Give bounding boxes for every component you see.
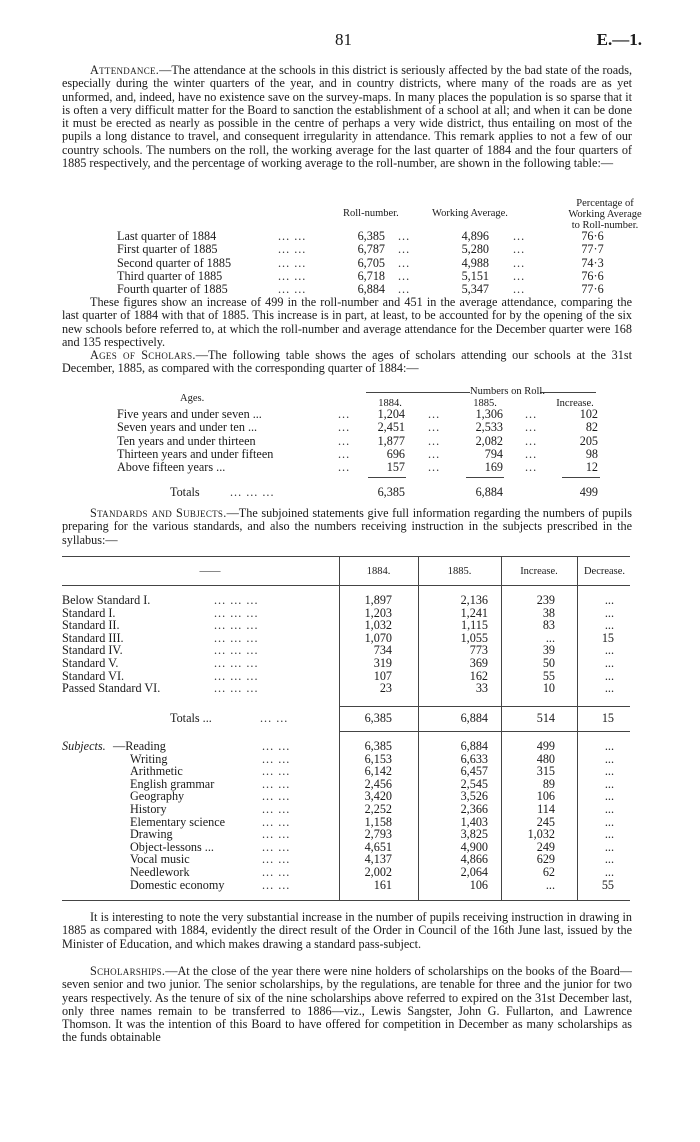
t3-cell-1885: 6,884 <box>460 739 488 753</box>
t3-cell-1884: 1,070 <box>364 630 392 645</box>
t3-row-label: Standard IV. <box>62 643 123 658</box>
t3-subject-dots: ... ... <box>262 865 291 879</box>
t3-cell-increase: 629 <box>536 852 555 867</box>
t2-row-1885: 2,533 <box>475 420 503 435</box>
t3-cell-1885: 1,241 <box>460 605 488 620</box>
document-reference: E.—1. <box>596 30 642 49</box>
t3-subject-label: —Reading <box>113 739 166 753</box>
t3-cell-increase: 106 <box>536 789 555 804</box>
t1-row-dots: ... ... <box>278 229 307 243</box>
t3-cell-increase: 55 <box>542 668 555 683</box>
t2-row-dots3: ... <box>525 433 538 448</box>
t2-row-increase: 205 <box>579 433 598 448</box>
t3-cell-1885: 2,366 <box>460 802 488 816</box>
t1-row-label: Second quarter of 1885 <box>117 255 232 270</box>
t3-cell-1885: 3,825 <box>460 827 488 842</box>
t1-header-pct-3: to Roll-number. <box>571 220 639 231</box>
t3-subject-dots: ... ... <box>262 802 291 816</box>
t1-row-pct: 77·6 <box>581 282 604 297</box>
standards-heading: Standards and Subjects. <box>90 506 227 520</box>
t2-total-rule-3 <box>562 477 600 478</box>
t3-cell-1884: 1,032 <box>364 618 392 633</box>
t2-header-ages: Ages. <box>180 393 205 404</box>
drawing-paragraph: It is interesting to note the very substantial increase in the number of pupils receiving instruction in drawing in 1885 as compared with 1884, evidently the direct result of the Order in Council of the 16th June last, issued by the Minister of Education, and which makes drawing a standard pass-subject. <box>62 910 632 951</box>
t3-header-blank: —— <box>199 566 221 577</box>
t3-subject-dots: ... ... <box>262 827 291 842</box>
ages-text: —The following table shows the ages of scholars attending our schools at the 31st December, 1885, as compared with the corresponding quarter of 1884:— <box>62 348 632 376</box>
t3-subject-label: Geography <box>130 789 185 804</box>
t3-cell-increase: 1,032 <box>527 827 555 842</box>
t3-cell-decrease: ... <box>604 681 614 696</box>
t2-row-dots3: ... <box>525 407 538 421</box>
t1-row-label: Third quarter of 1885 <box>117 268 223 283</box>
t3-cell-1884: 2,002 <box>364 865 392 879</box>
t3-cell-1884: 734 <box>373 643 392 658</box>
t3-cell-1884: 6,142 <box>364 764 392 779</box>
t3-header-1885: 1885. <box>447 566 472 577</box>
t3-cell-increase: 39 <box>542 643 555 658</box>
t3-header-increase: Increase. <box>520 566 558 577</box>
t2-row-label: Above fifteen years ... <box>117 460 226 475</box>
t3-cell-increase: 249 <box>536 839 555 854</box>
t3-subject-label: History <box>130 802 167 816</box>
t1-row-dots: ... ... <box>278 282 307 297</box>
page-number: 81 <box>335 30 352 49</box>
t2-header-1885: 1885. <box>473 398 497 409</box>
t3-header-1884: 1884. <box>366 566 391 577</box>
t3-totals-dots: ... ... <box>260 711 289 725</box>
t3-column-rule <box>418 556 419 900</box>
t1-row-working: 5,347 <box>461 282 489 297</box>
t3-cell-1884: 2,252 <box>364 802 392 816</box>
t3-cell-1885: 4,900 <box>460 839 488 854</box>
t2-row-label: Ten years and under thirteen <box>117 433 256 448</box>
t3-row-label: Below Standard I. <box>62 593 151 607</box>
t1-row-roll: 6,884 <box>357 282 385 297</box>
t3-subject-label: English grammar <box>130 776 215 791</box>
t3-column-rule <box>339 556 340 900</box>
attendance-text: —The attendance at the schools in this district is seriously affected by the bad state of the roads, especially during the winter quarters of the year, and in country districts, where many of the roads are as yet unformed, and, indeed, have no existence save on the survey-maps. In many places the population is so sparse that it is often a very difficult matter for the Board to sanction the establishment of a school at all; and when it can be done it must be erected as nearly as possible in the centre of perhaps a very wide district, thus entailing on most of the pupils a long distance to travel, and consequent irregularity in attendance. This remark applies to not a few of our country schools. The numbers on the roll, the working average for the last quarter of 1884 and the four quarters of 1885 respectively, and the percentage of working average to the roll-number, are shown in the following table:— <box>62 63 632 171</box>
t3-subject-label: Domestic economy <box>130 877 225 892</box>
t3-totals-top <box>339 706 630 707</box>
t2-totals-1885: 6,884 <box>475 485 503 499</box>
t2-row-increase: 98 <box>585 446 598 461</box>
t3-subject-label: Elementary science <box>130 814 226 829</box>
t3-cell-1884: 1,158 <box>364 814 392 829</box>
t3-cell-decrease: ... <box>604 593 614 607</box>
t1-row-dots3: ... <box>513 242 526 257</box>
t2-row-label: Five years and under seven ... <box>117 407 262 421</box>
t1-row-label: First quarter of 1885 <box>117 242 218 257</box>
t3-cell-decrease: ... <box>604 656 614 670</box>
t2-row-dots2: ... <box>428 420 441 435</box>
t1-row-dots2: ... <box>398 255 411 270</box>
scholarships-paragraph <box>62 965 632 1045</box>
t3-subject-label: Object-lessons ... <box>130 839 214 854</box>
t1-row-dots: ... ... <box>278 255 307 270</box>
t3-cell-decrease: ... <box>604 827 614 842</box>
t2-totals-label: Totals <box>170 485 200 499</box>
t3-cell-decrease: ... <box>604 865 614 879</box>
t3-cell-1885: 6,457 <box>460 764 488 779</box>
t3-row-label: Standard VI. <box>62 668 125 683</box>
t1-row-roll: 6,385 <box>357 229 385 243</box>
t3-column-rule <box>501 556 502 900</box>
t2-row-increase: 12 <box>585 460 598 475</box>
t3-subject-label: Needlework <box>130 865 190 879</box>
t1-row-dots: ... ... <box>278 268 307 283</box>
t3-cell-1884: 2,793 <box>364 827 392 842</box>
page-header <box>0 30 700 54</box>
t3-row-dots: ... ... ... <box>214 618 259 633</box>
t3-row-label: Standard V. <box>62 656 119 670</box>
scholarships-heading: Scholarships. <box>90 964 166 978</box>
t3-cell-decrease: ... <box>604 739 614 753</box>
t3-cell-decrease: ... <box>604 668 614 683</box>
t2-row-dots: ... <box>338 460 351 475</box>
t3-cell-decrease: ... <box>604 789 614 804</box>
t3-cell-decrease: ... <box>604 605 614 620</box>
t3-cell-decrease: ... <box>604 802 614 816</box>
t2-totals-1884: 6,385 <box>377 485 405 499</box>
t1-row-working: 4,988 <box>461 255 489 270</box>
t3-bottom-rule <box>62 900 630 901</box>
t3-cell-decrease: ... <box>604 643 614 658</box>
t3-subject-label: Arithmetic <box>130 764 183 779</box>
t1-row-dots: ... ... <box>278 242 307 257</box>
t3-cell-decrease: ... <box>604 764 614 779</box>
t3-row-label: Passed Standard VI. <box>62 681 161 696</box>
t2-group-rule-right <box>540 392 596 393</box>
t3-row-label: Standard I. <box>62 605 116 620</box>
t3-cell-increase: 83 <box>542 618 555 633</box>
t2-group-rule-left <box>366 392 470 393</box>
t2-row-dots2: ... <box>428 446 441 461</box>
t2-row-1884: 1,877 <box>377 433 405 448</box>
t1-row-dots3: ... <box>513 268 526 283</box>
t2-row-1884: 1,204 <box>377 407 405 421</box>
t2-row-dots3: ... <box>525 446 538 461</box>
t1-row-pct: 76·6 <box>581 268 604 283</box>
t1-row-dots2: ... <box>398 268 411 283</box>
t2-row-dots: ... <box>338 446 351 461</box>
t3-cell-1885: 2,064 <box>460 865 488 879</box>
t2-row-1884: 2,451 <box>377 420 405 435</box>
t2-header-1884: 1884. <box>378 398 402 409</box>
t3-subjects-label: Subjects. <box>62 739 106 753</box>
t2-row-dots2: ... <box>428 407 441 421</box>
t3-cell-decrease: ... <box>604 776 614 791</box>
t1-row-working: 5,280 <box>461 242 489 257</box>
t3-cell-increase: 315 <box>536 764 555 779</box>
t3-cell-1884: 6,385 <box>364 739 392 753</box>
t3-cell-increase: 10 <box>542 681 555 696</box>
t3-cell-1884: 161 <box>373 877 392 892</box>
t2-row-1885: 2,082 <box>475 433 503 448</box>
t2-row-1885: 1,306 <box>475 407 503 421</box>
t1-row-label: Last quarter of 1884 <box>117 229 217 243</box>
t3-cell-decrease: 15 <box>601 630 614 645</box>
t1-row-dots2: ... <box>398 229 411 243</box>
t2-row-increase: 82 <box>585 420 598 435</box>
t1-header-pct-1: Percentage of <box>576 198 634 209</box>
t2-row-1885: 169 <box>484 460 503 475</box>
t1-row-roll: 6,718 <box>357 268 385 283</box>
t2-row-dots3: ... <box>525 420 538 435</box>
t3-cell-decrease: ... <box>604 839 614 854</box>
t3-cell-increase: ... <box>545 630 555 645</box>
t3-cell-1885: 4,866 <box>460 852 488 867</box>
t3-row-dots: ... ... ... <box>214 668 259 683</box>
t3-cell-1885: 3,526 <box>460 789 488 804</box>
t3-row-dots: ... ... ... <box>214 681 259 696</box>
t3-cell-1884: 4,651 <box>364 839 392 854</box>
t3-cell-1885: 6,633 <box>460 751 488 766</box>
t1-header-working: Working Average. <box>432 208 508 219</box>
t3-row-label: Standard III. <box>62 630 124 645</box>
t3-cell-decrease: 55 <box>601 877 614 892</box>
attendance-heading: Attendance. <box>90 63 160 77</box>
t3-top-rule <box>62 556 630 557</box>
t3-cell-1885: 2,136 <box>460 593 488 607</box>
t3-cell-decrease: ... <box>604 852 614 867</box>
t2-row-dots3: ... <box>525 460 538 475</box>
standards-text: —The subjoined statements give full information regarding the numbers of pupils preparing for the various standards, and also the numbers receiving instruction in the subjects prescribed in the syllabus:— <box>62 506 632 547</box>
t3-cell-1885: 33 <box>475 681 488 696</box>
t3-cell-1885: 106 <box>469 877 488 892</box>
t3-subject-label: Writing <box>130 751 168 766</box>
standards-paragraph <box>62 507 632 547</box>
ages-paragraph <box>62 349 632 376</box>
t3-row-dots: ... ... ... <box>214 605 259 620</box>
t3-cell-increase: 239 <box>536 593 555 607</box>
t1-row-dots3: ... <box>513 229 526 243</box>
t3-cell-increase: 38 <box>542 605 555 620</box>
t3-cell-1884: 2,456 <box>364 776 392 791</box>
t3-cell-decrease: ... <box>604 618 614 633</box>
t3-cell-increase: 499 <box>536 739 555 753</box>
ages-heading: Ages of Scholars. <box>90 348 196 362</box>
t3-cell-increase: 62 <box>542 865 555 879</box>
t3-cell-1884: 23 <box>379 681 392 696</box>
t1-header-pct-2: Working Average <box>568 209 642 220</box>
t2-row-dots: ... <box>338 407 351 421</box>
t2-row-label: Thirteen years and under fifteen <box>117 446 274 461</box>
t3-cell-increase: 114 <box>537 802 555 816</box>
t3-cell-1885: 369 <box>469 656 488 670</box>
t2-row-1884: 696 <box>386 446 405 461</box>
t3-cell-1884: 3,420 <box>364 789 392 804</box>
t3-row-dots: ... ... ... <box>214 593 259 607</box>
t2-row-dots: ... <box>338 420 351 435</box>
t3-header-decrease: Decrease. <box>583 566 626 577</box>
t2-header-increase: Increase. <box>556 398 594 409</box>
t1-row-dots3: ... <box>513 255 526 270</box>
t1-header-roll: Roll-number. <box>343 208 399 219</box>
t2-total-rule-1 <box>368 477 406 478</box>
t3-subject-dots: ... ... <box>262 764 291 779</box>
t2-row-1884: 157 <box>386 460 405 475</box>
t3-subject-label: Drawing <box>130 827 173 842</box>
t3-header-rule <box>62 585 630 586</box>
t1-row-dots2: ... <box>398 242 411 257</box>
t1-row-pct: 74·3 <box>581 255 604 270</box>
t2-row-dots: ... <box>338 433 351 448</box>
t3-cell-1884: 6,385 <box>364 711 392 725</box>
t2-row-increase: 102 <box>579 407 598 421</box>
t3-cell-increase: 480 <box>536 751 555 766</box>
t3-cell-1885: 2,545 <box>460 776 488 791</box>
t3-row-label: Standard II. <box>62 618 120 633</box>
t3-subject-dots: ... ... <box>262 852 291 867</box>
t3-cell-increase: 245 <box>536 814 555 829</box>
t3-cell-decrease: ... <box>604 814 614 829</box>
t3-cell-1885: 162 <box>469 668 488 683</box>
t1-row-working: 4,896 <box>461 229 489 243</box>
t3-subject-dots: ... ... <box>262 877 291 892</box>
t3-cell-decrease: ... <box>604 751 614 766</box>
t3-cell-increase: 50 <box>542 656 555 670</box>
t1-row-roll: 6,787 <box>357 242 385 257</box>
t3-cell-1884: 6,153 <box>364 751 392 766</box>
t3-cell-1884: 1,897 <box>364 593 392 607</box>
t3-cell-1885: 773 <box>469 643 488 658</box>
t3-cell-1885: 6,884 <box>460 711 488 725</box>
t3-subject-dots: ... ... <box>262 814 291 829</box>
t1-row-pct: 77·7 <box>581 242 604 257</box>
t3-cell-1884: 107 <box>373 668 392 683</box>
scholarships-text: —At the close of the year there were nine holders of scholarships on the books of the Board—seven senior and two junior. The senior scholarships, by the regulations, are tenable for three and the junior for two years respectively. As the tenure of six of the nine scholarships above referred to expired on the 31st December last, only three names remain to be transferred to 1886—viz., Lewis Sangster, John G. Fullarton, and Lawrence Thomson. It was the intention of this Board to have offered for competition in December as many scholarships as the funds obtainable <box>62 964 632 1045</box>
t2-row-dots2: ... <box>428 433 441 448</box>
t3-row-dots: ... ... ... <box>214 630 259 645</box>
t3-row-dots: ... ... ... <box>214 656 259 670</box>
t3-totals-bottom <box>339 731 630 732</box>
attendance-paragraph <box>62 64 632 170</box>
t3-cell-1885: 1,403 <box>460 814 488 829</box>
t2-header-group: Numbers on Roll. <box>470 386 545 397</box>
t2-totals-dots: ... ... ... <box>230 485 275 499</box>
t2-row-1885: 794 <box>484 446 503 461</box>
t3-subject-dots: ... ... <box>262 776 291 791</box>
t3-totals-label: Totals ... <box>170 711 212 725</box>
t2-row-dots2: ... <box>428 460 441 475</box>
t3-cell-1884: 319 <box>373 656 392 670</box>
t3-subject-label: Vocal music <box>130 852 190 867</box>
t3-cell-increase: ... <box>545 877 555 892</box>
t3-subject-dots: ... ... <box>262 839 291 854</box>
t1-row-roll: 6,705 <box>357 255 385 270</box>
t3-subject-dots: ... ... <box>262 751 291 766</box>
t2-total-rule-2 <box>466 477 504 478</box>
t1-row-working: 5,151 <box>461 268 489 283</box>
t3-cell-decrease: 15 <box>601 711 614 725</box>
t1-row-pct: 76·6 <box>581 229 604 243</box>
t1-row-dots2: ... <box>398 282 411 297</box>
t3-subject-dots: ... ... <box>262 789 291 804</box>
t3-cell-1885: 1,115 <box>461 618 488 633</box>
t3-cell-increase: 89 <box>542 776 555 791</box>
t3-cell-1884: 4,137 <box>364 852 392 867</box>
t3-row-dots: ... ... ... <box>214 643 259 658</box>
t3-cell-1884: 1,203 <box>364 605 392 620</box>
figures-paragraph: These figures show an increase of 499 in the roll-number and 451 in the average attendance, comparing the last quarter of 1884 with that of 1885. This increase is in part, at least, to be accounted for by the opening of the six new schools before referred to, at which the roll-number and average attendance for the December quarter were 168 and 135 respectively. <box>62 295 632 349</box>
t3-column-rule <box>577 556 578 900</box>
t3-subject-dots: ... ... <box>262 739 291 753</box>
t3-cell-increase: 514 <box>536 711 555 725</box>
t1-row-label: Fourth quarter of 1885 <box>117 282 228 297</box>
t2-row-label: Seven years and under ten ... <box>117 420 258 435</box>
t1-row-dots3: ... <box>513 282 526 297</box>
t2-totals-increase: 499 <box>579 485 598 499</box>
t3-cell-1885: 1,055 <box>460 630 488 645</box>
